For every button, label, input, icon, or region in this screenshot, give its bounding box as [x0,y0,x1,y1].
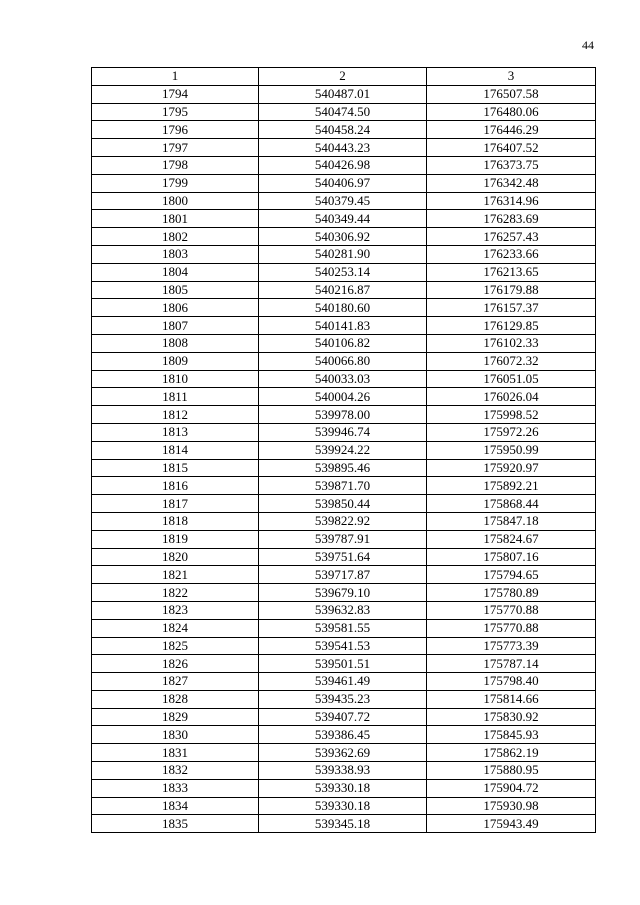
table-row [92,317,596,335]
table-row [92,210,596,228]
point-number-cell: 1829 [92,708,259,726]
header-cell-col-1: 1 [92,68,259,86]
point-number-cell: 1818 [92,512,259,530]
point-number-cell: 1828 [92,690,259,708]
x-coordinate-cell: 539386.45 [259,726,427,744]
table-row [92,797,596,815]
table-row [92,601,596,619]
point-number-cell: 1811 [92,388,259,406]
y-coordinate-cell: 176314.96 [427,192,596,210]
x-coordinate-cell: 539871.70 [259,477,427,495]
table-row [92,619,596,637]
table-row [92,139,596,157]
x-coordinate-cell: 539581.55 [259,619,427,637]
point-number-cell: 1798 [92,156,259,174]
table-row [92,584,596,602]
x-coordinate-cell: 539822.92 [259,512,427,530]
point-number-cell: 1806 [92,299,259,317]
y-coordinate-cell: 175787.14 [427,655,596,673]
table-row [92,85,596,103]
point-number-cell: 1801 [92,210,259,228]
y-coordinate-cell: 175824.67 [427,530,596,548]
point-number-cell: 1808 [92,334,259,352]
point-number-cell: 1796 [92,121,259,139]
point-number-cell: 1809 [92,352,259,370]
x-coordinate-cell: 539787.91 [259,530,427,548]
y-coordinate-cell: 175770.88 [427,619,596,637]
x-coordinate-cell: 540253.14 [259,263,427,281]
x-coordinate-cell: 540281.90 [259,245,427,263]
y-coordinate-cell: 176026.04 [427,388,596,406]
x-coordinate-cell: 539924.22 [259,441,427,459]
y-coordinate-cell: 175847.18 [427,512,596,530]
table-row [92,121,596,139]
table-row [92,263,596,281]
point-number-cell: 1807 [92,317,259,335]
table-row [92,281,596,299]
table-row [92,690,596,708]
y-coordinate-cell: 175830.92 [427,708,596,726]
y-coordinate-cell: 176446.29 [427,121,596,139]
y-coordinate-cell: 176507.58 [427,85,596,103]
point-number-cell: 1799 [92,174,259,192]
x-coordinate-cell: 539407.72 [259,708,427,726]
table-row [92,228,596,246]
table-row [92,441,596,459]
x-coordinate-cell: 539435.23 [259,690,427,708]
point-number-cell: 1795 [92,103,259,121]
page-number: 44 [582,38,594,52]
point-number-cell: 1822 [92,584,259,602]
x-coordinate-cell: 540066.80 [259,352,427,370]
x-coordinate-cell: 539362.69 [259,744,427,762]
x-coordinate-cell: 540216.87 [259,281,427,299]
x-coordinate-cell: 540106.82 [259,334,427,352]
point-number-cell: 1820 [92,548,259,566]
y-coordinate-cell: 176129.85 [427,317,596,335]
table-row [92,815,596,833]
table-row [92,762,596,780]
point-number-cell: 1834 [92,797,259,815]
table-header [92,68,596,86]
coordinates-table [91,67,596,833]
point-number-cell: 1833 [92,779,259,797]
x-coordinate-cell: 540004.26 [259,388,427,406]
point-number-cell: 1814 [92,441,259,459]
y-coordinate-cell: 175862.19 [427,744,596,762]
y-coordinate-cell: 176342.48 [427,174,596,192]
y-coordinate-cell: 175845.93 [427,726,596,744]
point-number-cell: 1826 [92,655,259,673]
point-number-cell: 1827 [92,673,259,691]
y-coordinate-cell: 175868.44 [427,495,596,513]
x-coordinate-cell: 540487.01 [259,85,427,103]
y-coordinate-cell: 175904.72 [427,779,596,797]
x-coordinate-cell: 540306.92 [259,228,427,246]
table-row [92,459,596,477]
y-coordinate-cell: 175770.88 [427,601,596,619]
point-number-cell: 1816 [92,477,259,495]
y-coordinate-cell: 175798.40 [427,673,596,691]
x-coordinate-cell: 539978.00 [259,406,427,424]
x-coordinate-cell: 539501.51 [259,655,427,673]
y-coordinate-cell: 176051.05 [427,370,596,388]
table-row [92,566,596,584]
x-coordinate-cell: 540349.44 [259,210,427,228]
point-number-cell: 1824 [92,619,259,637]
y-coordinate-cell: 176480.06 [427,103,596,121]
point-number-cell: 1810 [92,370,259,388]
header-cell-col-2: 2 [259,68,427,86]
x-coordinate-cell: 540443.23 [259,139,427,157]
x-coordinate-cell: 540141.83 [259,317,427,335]
point-number-cell: 1821 [92,566,259,584]
x-coordinate-cell: 539632.83 [259,601,427,619]
table-row [92,477,596,495]
x-coordinate-cell: 539751.64 [259,548,427,566]
y-coordinate-cell: 175780.89 [427,584,596,602]
table-row [92,495,596,513]
table-row [92,245,596,263]
x-coordinate-cell: 539461.49 [259,673,427,691]
table-row [92,192,596,210]
table-row [92,156,596,174]
table-row [92,637,596,655]
y-coordinate-cell: 176213.65 [427,263,596,281]
point-number-cell: 1812 [92,406,259,424]
x-coordinate-cell: 540379.45 [259,192,427,210]
y-coordinate-cell: 175998.52 [427,406,596,424]
x-coordinate-cell: 539330.18 [259,797,427,815]
y-coordinate-cell: 175807.16 [427,548,596,566]
point-number-cell: 1830 [92,726,259,744]
y-coordinate-cell: 176283.69 [427,210,596,228]
x-coordinate-cell: 539717.87 [259,566,427,584]
x-coordinate-cell: 539946.74 [259,423,427,441]
y-coordinate-cell: 175930.98 [427,797,596,815]
table-row [92,299,596,317]
table-row [92,708,596,726]
table-row [92,406,596,424]
x-coordinate-cell: 540406.97 [259,174,427,192]
point-number-cell: 1797 [92,139,259,157]
table-header-row [92,68,596,86]
table-row [92,530,596,548]
point-number-cell: 1825 [92,637,259,655]
x-coordinate-cell: 540458.24 [259,121,427,139]
point-number-cell: 1819 [92,530,259,548]
y-coordinate-cell: 176179.88 [427,281,596,299]
x-coordinate-cell: 539330.18 [259,779,427,797]
point-number-cell: 1800 [92,192,259,210]
y-coordinate-cell: 175814.66 [427,690,596,708]
y-coordinate-cell: 175972.26 [427,423,596,441]
x-coordinate-cell: 539679.10 [259,584,427,602]
table-row [92,103,596,121]
point-number-cell: 1831 [92,744,259,762]
y-coordinate-cell: 175943.49 [427,815,596,833]
table-row [92,512,596,530]
y-coordinate-cell: 175794.65 [427,566,596,584]
table-row [92,174,596,192]
table-row [92,548,596,566]
point-number-cell: 1794 [92,85,259,103]
x-coordinate-cell: 539850.44 [259,495,427,513]
point-number-cell: 1815 [92,459,259,477]
point-number-cell: 1805 [92,281,259,299]
y-coordinate-cell: 176157.37 [427,299,596,317]
x-coordinate-cell: 540474.50 [259,103,427,121]
point-number-cell: 1817 [92,495,259,513]
x-coordinate-cell: 539541.53 [259,637,427,655]
point-number-cell: 1804 [92,263,259,281]
point-number-cell: 1823 [92,601,259,619]
table-row [92,655,596,673]
point-number-cell: 1802 [92,228,259,246]
y-coordinate-cell: 175950.99 [427,441,596,459]
table-body [92,85,596,832]
table-row [92,779,596,797]
y-coordinate-cell: 176373.75 [427,156,596,174]
header-cell-col-3: 3 [427,68,596,86]
point-number-cell: 1813 [92,423,259,441]
y-coordinate-cell: 176102.33 [427,334,596,352]
point-number-cell: 1803 [92,245,259,263]
table-row [92,352,596,370]
table-row [92,744,596,762]
table-row [92,334,596,352]
table-row [92,388,596,406]
y-coordinate-cell: 175773.39 [427,637,596,655]
y-coordinate-cell: 176257.43 [427,228,596,246]
y-coordinate-cell: 175920.97 [427,459,596,477]
x-coordinate-cell: 539345.18 [259,815,427,833]
x-coordinate-cell: 539895.46 [259,459,427,477]
x-coordinate-cell: 540426.98 [259,156,427,174]
table-row [92,423,596,441]
y-coordinate-cell: 176233.66 [427,245,596,263]
x-coordinate-cell: 540033.03 [259,370,427,388]
table-row [92,726,596,744]
table-row [92,370,596,388]
point-number-cell: 1835 [92,815,259,833]
point-number-cell: 1832 [92,762,259,780]
y-coordinate-cell: 175880.95 [427,762,596,780]
y-coordinate-cell: 176407.52 [427,139,596,157]
x-coordinate-cell: 540180.60 [259,299,427,317]
y-coordinate-cell: 176072.32 [427,352,596,370]
table-row [92,673,596,691]
x-coordinate-cell: 539338.93 [259,762,427,780]
y-coordinate-cell: 175892.21 [427,477,596,495]
